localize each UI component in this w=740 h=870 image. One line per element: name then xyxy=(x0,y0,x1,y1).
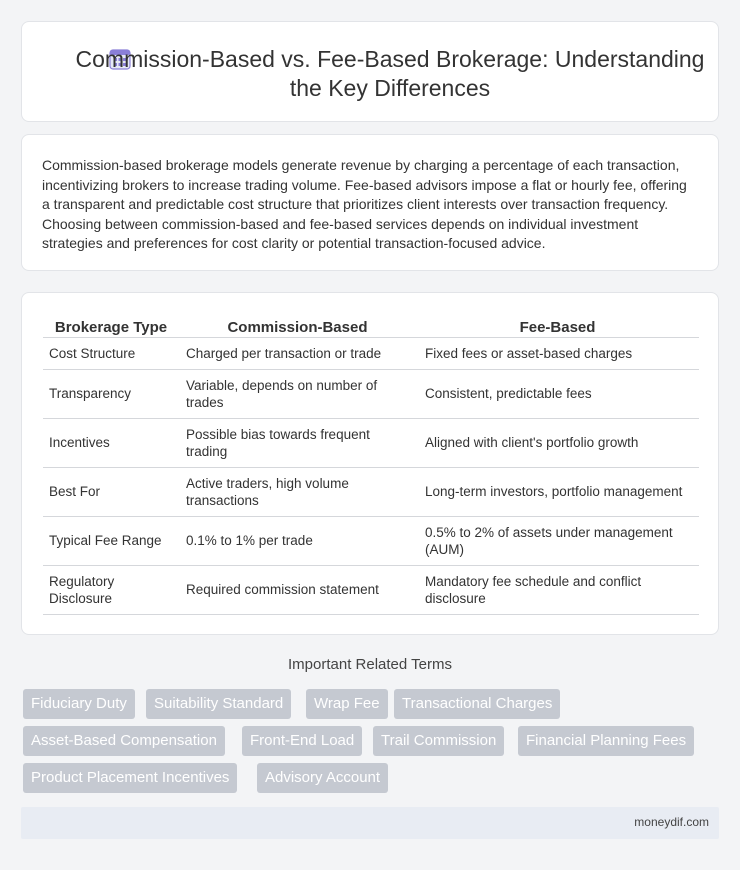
page-title: Commission-Based vs. Fee-Based Brokerage: Understanding the Key Differences xyxy=(75,46,705,101)
intro-card xyxy=(21,134,719,271)
title-card xyxy=(21,21,719,122)
table-cell: Typical Fee Range xyxy=(43,516,179,565)
table-cell: Incentives xyxy=(43,418,179,467)
column-header: Brokerage Type xyxy=(43,314,179,337)
table-cell: Fixed fees or asset-based charges xyxy=(416,337,699,369)
table-row xyxy=(43,565,699,614)
table-cell: Mandatory fee schedule and conflict disclosure xyxy=(416,565,699,614)
tag-wrap-fee[interactable]: Wrap Fee xyxy=(306,689,388,719)
table-row xyxy=(43,516,699,565)
footer xyxy=(21,807,719,839)
table-header-row xyxy=(43,314,699,337)
footer-site: moneydif.com xyxy=(634,815,709,829)
tag-asset-based-compensation[interactable]: Asset-Based Compensation xyxy=(23,726,225,756)
table-cell: Consistent, predictable fees xyxy=(416,369,699,418)
table-cell: Active traders, high volume transactions xyxy=(179,467,416,516)
tag-suitability-standard[interactable]: Suitability Standard xyxy=(146,689,291,719)
tag-fiduciary-duty[interactable]: Fiduciary Duty xyxy=(23,689,135,719)
related-terms-title: Important Related Terms xyxy=(288,656,452,673)
table-cell: Variable, depends on number of trades xyxy=(179,369,416,418)
table-row xyxy=(43,369,699,418)
table-cell: Possible bias towards frequent trading xyxy=(179,418,416,467)
column-header: Fee-Based xyxy=(416,314,699,337)
tag-advisory-account[interactable]: Advisory Account xyxy=(257,763,388,793)
table-cell: Aligned with client's portfolio growth xyxy=(416,418,699,467)
tag-front-end-load[interactable]: Front-End Load xyxy=(242,726,362,756)
intro-paragraph: Commission-based brokerage models generate revenue by charging a percentage of each transaction, incentivizing brokers to increase trading volume. Fee-based advisors impose a flat or hourly fee, offering a transparent and predictable cost structure that prioritizes client interests over transaction frequency. Choosing between commission-based and fee-based services depends on individual investment strategies and preferences for cost clarity or potential transaction-focused advice. xyxy=(42,157,687,251)
table-cell: Long-term investors, portfolio management xyxy=(416,467,699,516)
table-cell: Charged per transaction or trade xyxy=(179,337,416,369)
table-cell: Best For xyxy=(43,467,179,516)
table-cell: Cost Structure xyxy=(43,337,179,369)
tag-financial-planning-fees[interactable]: Financial Planning Fees xyxy=(518,726,694,756)
comparison-table-card xyxy=(21,292,719,635)
table-row xyxy=(43,337,699,369)
table-row xyxy=(43,418,699,467)
tag-transactional-charges[interactable]: Transactional Charges xyxy=(394,689,560,719)
table-row xyxy=(43,467,699,516)
table-cell: Required commission statement xyxy=(179,565,416,614)
tag-trail-commission[interactable]: Trail Commission xyxy=(373,726,504,756)
column-header: Commission-Based xyxy=(179,314,416,337)
comparison-table xyxy=(43,314,699,615)
table-cell: Transparency xyxy=(43,369,179,418)
table-cell: 0.1% to 1% per trade xyxy=(179,516,416,565)
tag-product-placement-incentives[interactable]: Product Placement Incentives xyxy=(23,763,237,793)
table-cell: Regulatory Disclosure xyxy=(43,565,179,614)
table-cell: 0.5% to 2% of assets under management (AUM) xyxy=(416,516,699,565)
